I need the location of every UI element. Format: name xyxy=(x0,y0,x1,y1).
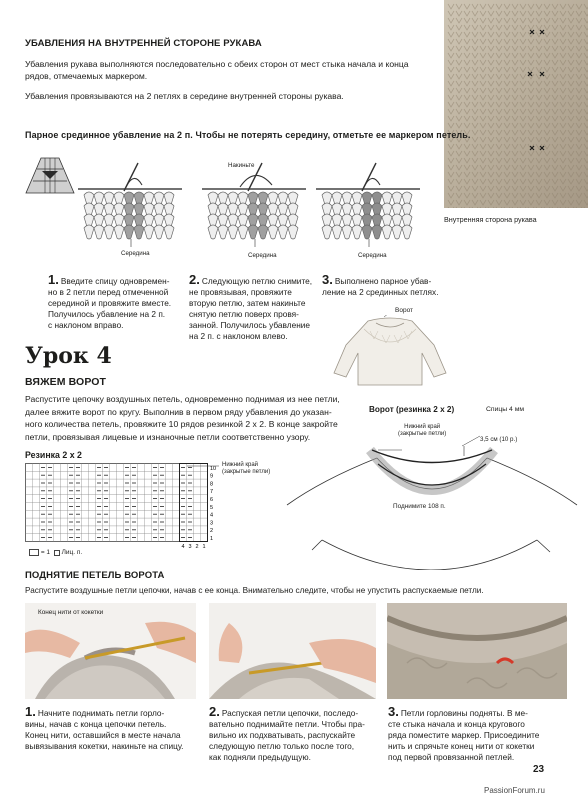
step-number: 1. xyxy=(48,272,59,287)
para-line: Распустите цепочку воздушных петель, одновременно поднимая из нее петли, xyxy=(25,394,340,404)
step-diagram-3 xyxy=(314,157,424,247)
caption-line: Выполнено парное убав- xyxy=(334,276,432,286)
caption-line: Введите спицу одновремен- xyxy=(60,276,170,286)
caption-line: следующую петлю только после того, xyxy=(209,741,355,751)
sleeve-decrease-paragraph-1 xyxy=(25,58,425,82)
step-diagram-2 xyxy=(200,157,310,247)
collar-diagram-title: Ворот (резинка 2 х 2) xyxy=(369,405,455,414)
step-caption-3 xyxy=(322,274,452,298)
decrease-symbol-diagram xyxy=(25,157,75,200)
caption-line: но в 2 петли перед отмеченной xyxy=(48,287,169,297)
collar-photo-2 xyxy=(209,603,376,699)
pickup-step-caption-3 xyxy=(388,706,570,763)
legend-box-text: = 1 xyxy=(40,549,51,557)
collar-edge-label xyxy=(398,424,446,438)
sweater-illustration xyxy=(330,315,450,392)
caption-line: ряда поместите маркер. Присоедините xyxy=(388,730,540,740)
caption-line: Следующую петлю снимите, xyxy=(201,276,313,286)
collar-photo-1 xyxy=(25,603,196,699)
row-number: 4 xyxy=(210,512,214,519)
watermark: PassionForum.ru xyxy=(484,786,545,795)
collar-needles: Спицы 4 мм xyxy=(486,406,525,413)
page-number: 23 xyxy=(533,764,545,775)
step-number: 3. xyxy=(388,704,399,719)
label-line: (закрытые петли) xyxy=(222,469,271,475)
caption-line: Получилось убавление на 2 п. xyxy=(48,309,166,319)
sleeve-photo-caption: Внутренняя сторона рукава xyxy=(444,215,537,224)
step-number: 3. xyxy=(322,272,333,287)
collar-size: 3,5 см (10 р.) xyxy=(480,436,518,443)
caption-line: с наклоном вправо. xyxy=(48,320,124,330)
rib-chart-edge-label xyxy=(222,462,270,476)
caption-line: сте стыка начала и конца кругового xyxy=(388,719,525,729)
caption-line: Петли горловины подняты. В ме- xyxy=(400,708,528,718)
caption-line: нить и спрячьте конец нити от кокетки xyxy=(388,741,535,751)
caption-line: ление на 2 срединных петлях. xyxy=(322,287,439,297)
row-number: 10 xyxy=(210,465,217,472)
step-caption-1 xyxy=(48,274,188,331)
collar-pickup: Поднимите 108 п. xyxy=(393,503,446,510)
caption-line: вывязывания кокетки, накиньте на спицу. xyxy=(25,741,184,751)
collar-diagram xyxy=(282,420,582,575)
collar-pickup-intro: Распустите воздушные петли цепочки, начав с ее конца. Внимательно следите, чтобы не упустить распускаемые петли. xyxy=(25,586,484,595)
col-number: 1 xyxy=(202,544,206,550)
caption-line: вильно их подхватывать, распускайте xyxy=(209,730,356,740)
rib-chart-grid xyxy=(25,463,220,556)
row-number: 2 xyxy=(210,528,214,535)
para-line: петли, провязывая лицевые и изнаночные петли соответственно узору. xyxy=(25,431,311,442)
para-line: рядов, отмечаемых маркером. xyxy=(25,71,148,81)
label-line: (закрытые петли) xyxy=(398,431,447,437)
col-number: 2 xyxy=(195,544,199,550)
row-number: 9 xyxy=(210,473,214,480)
row-number: 1 xyxy=(210,536,214,542)
caption-line: Конец нити, оставшийся в месте начала xyxy=(25,730,181,740)
step-number: 2. xyxy=(209,704,220,719)
caption-line: под первой провязанной петлей. xyxy=(388,752,515,762)
step-caption-2 xyxy=(189,274,319,342)
pickup-step-caption-2 xyxy=(209,706,381,763)
row-number: 8 xyxy=(210,481,214,488)
caption-line: Начните поднимать петли горло- xyxy=(37,708,165,718)
caption-line: занной. Получилось убавление xyxy=(189,320,311,330)
para-line: далее вяжите ворот по кругу. Выполнив в первом ряду убавления до указан- xyxy=(25,406,332,417)
section-title-collar-pickup: ПОДНЯТИЕ ПЕТЕЛЬ ВОРОТА xyxy=(25,570,165,581)
para-line: ного количества петель, провяжите 10 рядов резинкой 2 х 2. В конце закройте xyxy=(25,419,338,429)
row-number: 3 xyxy=(210,520,214,527)
yarn-end-label: Конец нити от кокетки xyxy=(38,609,104,616)
step-number: 2. xyxy=(189,272,200,287)
row-number: 5 xyxy=(210,504,214,511)
center-label-3: Середина xyxy=(358,252,387,259)
caption-line: вторую петлю, затем накиньте xyxy=(189,298,306,308)
center-label-2: Середина xyxy=(248,252,277,259)
caption-line: на 2 п. с наклоном влево. xyxy=(189,331,288,341)
col-number: 4 xyxy=(181,544,185,550)
section-title-paired-decrease: Парное срединное убавление на 2 п. Чтобы не потерять середину, отметьте ее маркером петель. xyxy=(25,130,471,140)
lesson-title: Урок 4 xyxy=(25,343,112,369)
legend-box xyxy=(29,549,39,556)
caption-line: вательно поднимайте петли. Чтобы пра- xyxy=(209,719,365,729)
caption-line: Распуская петли цепочки, последо- xyxy=(221,708,359,718)
sweater-collar-label: Ворот xyxy=(395,307,414,314)
section-title-sleeve-decrease: УБАВЛЕНИЯ НА ВНУТРЕННЕЙ СТОРОНЕ РУКАВА xyxy=(25,38,262,49)
caption-line: вины, начав с конца цепочки петель. xyxy=(25,719,167,729)
row-number: 6 xyxy=(210,497,214,503)
caption-line: серединой и провяжите вместе. xyxy=(48,298,172,308)
sleeve-decrease-paragraph-2: Убавления провязываются на 2 петлях в середине внутренней стороны рукава. xyxy=(25,91,344,101)
row-number: 7 xyxy=(210,489,214,496)
pickup-step-caption-1 xyxy=(25,706,203,752)
legend-text: Лиц. п. xyxy=(61,549,83,557)
collar-photo-3 xyxy=(387,603,567,699)
rib-chart-title: Резинка 2 х 2 xyxy=(25,450,82,460)
label-line: Нижний край xyxy=(222,462,259,468)
legend-box-small xyxy=(54,550,60,556)
step-diagram-1 xyxy=(76,157,186,247)
caption-line: снятую петлю поверх провя- xyxy=(189,309,299,319)
col-number: 3 xyxy=(188,544,192,550)
sleeve-inside-photo xyxy=(444,0,588,208)
throw-over-label: Накиньте xyxy=(228,162,255,169)
center-label-1: Середина xyxy=(121,250,150,257)
caption-line: как подняли предыдущую. xyxy=(209,752,311,762)
step-number: 1. xyxy=(25,704,36,719)
caption-line: не провязывая, провяжите xyxy=(189,287,292,297)
lesson-subtitle: ВЯЖЕМ ВОРОТ xyxy=(25,376,107,388)
para-line: Убавления рукава выполняются последовательно с обеих сторон от мест стыка начала и конца xyxy=(25,59,409,69)
rib-chart-legend xyxy=(29,549,82,556)
label-line: Нижний край xyxy=(404,424,441,430)
